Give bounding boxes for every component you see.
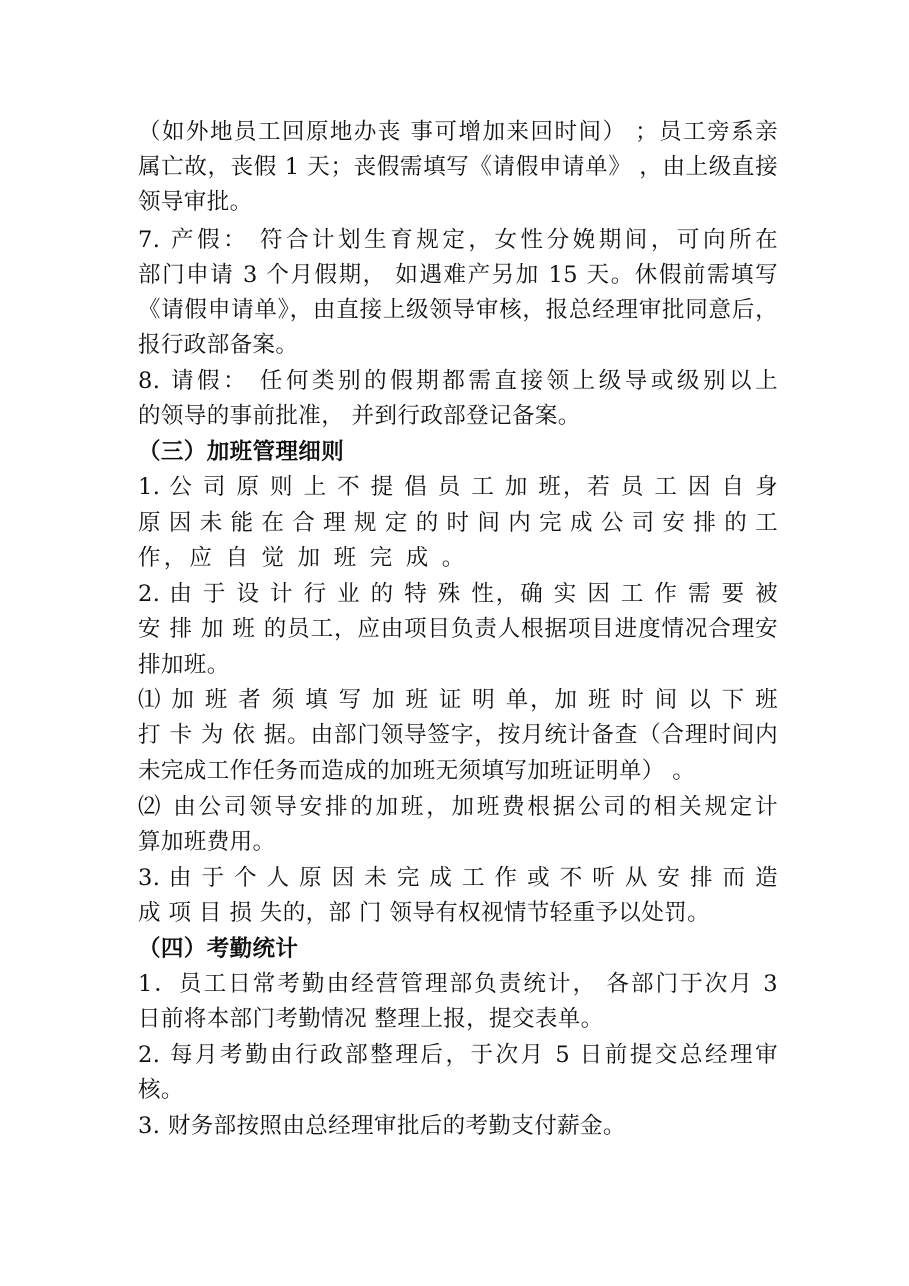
text-line: 1. 公 司 原 则 上 不 提 倡 员 工 加 班，若 员 工 因 自 身 [138, 474, 778, 500]
text-line: ⑴ 加 班 者 须 填 写 加 班 证 明 单，加 班 时 间 以 下 班 [138, 687, 778, 713]
text-line: 核。 [138, 1077, 184, 1103]
text-line: 原 因 未 能 在 合 理 规 定 的 时 间 内 完 成 公 司 安 排 的 工 [138, 510, 778, 536]
text-line: （如外地员工回原地办丧 事可增加来回时间） ；员工旁系亲 [138, 119, 778, 145]
text-line: ⑵ 由公司领导安排的加班，加班费根据公司的相关规定计 [138, 794, 778, 820]
text-line: 属亡故，丧假 1 天；丧假需填写《请假申请单》 ，由上级直接 [138, 154, 778, 180]
text-line: 安 排 加 班 的员工，应由项目负责人根据项目进度情况合理安 [138, 616, 779, 642]
text-line: 部门申请 3 个月假期， 如遇难产另加 15 天。休假前需填写 [138, 262, 778, 288]
text-line: 2. 每月考勤由行政部整理后，于次月 5 日前提交总经理审 [138, 1042, 778, 1068]
section-heading-overtime: （三）加班管理细则 [138, 439, 345, 465]
text-line: 8. 请假： 任何类别的假期都需直接领上级导或级别以上 [138, 368, 778, 394]
text-line: 日前将本部门考勤情况 整理上报，提交表单。 [138, 1006, 604, 1032]
text-line: 作，应 自 觉 加 班 完 成 。 [138, 545, 468, 571]
text-line: 《请假申请单》，由直接上级领导审核，报总经理审批同意后， [138, 297, 778, 323]
text-line: 排加班。 [138, 652, 230, 678]
text-line: 2. 由 于 设 计 行 业 的 特 殊 性，确 实 因 工 作 需 要 被 [138, 581, 778, 607]
section-heading-attendance: （四）考勤统计 [138, 936, 299, 962]
text-line: 报行政部备案。 [138, 332, 299, 358]
text-line: 未完成工作任务而造成的加班无须填写加班证明单） 。 [138, 758, 696, 784]
text-line: 3. 由 于 个 人 原 因 未 完 成 工 作 或 不 听 从 安 排 而 造 [138, 865, 778, 891]
text-line: 的领导的事前批准， 并到行政部登记备案。 [138, 403, 581, 429]
text-line: 打 卡 为 依 据。由部门领导签字，按月统计备查（合理时间内 [138, 722, 779, 748]
text-line: 3. 财务部按照由总经理审批后的考勤支付薪金。 [138, 1113, 626, 1139]
text-line: 算加班费用。 [138, 829, 276, 855]
text-line: 成 项 目 损 失的，部 门 领导有权视情节轻重予以处罚。 [138, 900, 711, 926]
text-line: 7. 产假： 符合计划生育规定，女性分娩期间，可向所在 [138, 227, 778, 253]
text-line: 领导审批。 [138, 189, 253, 215]
text-line: 1．员工日常考勤由经营管理部负责统计， 各部门于次月 3 [138, 971, 778, 997]
